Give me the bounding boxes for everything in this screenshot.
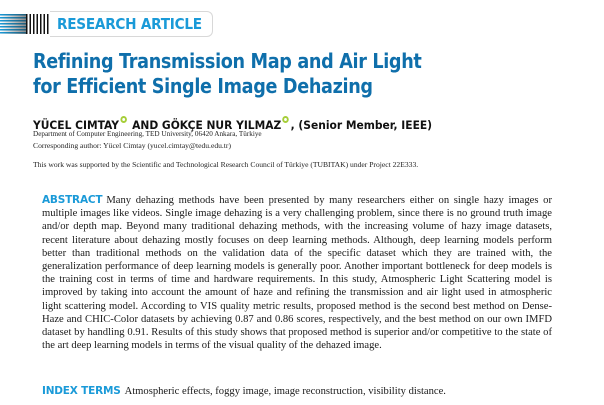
abstract (42, 194, 552, 352)
abstract-label: ABSTRACT (42, 194, 103, 206)
badge-label: RESEARCH ARTICLE (57, 15, 202, 33)
research-article-badge (0, 11, 213, 37)
author-2: GÖKÇE NUR YILMAZ (161, 118, 282, 132)
article-title (33, 49, 422, 99)
blue-stripes-icon (0, 14, 26, 34)
author-1: YÜCEL CIMTAY (33, 118, 120, 132)
orcid-icon[interactable] (282, 116, 289, 123)
corresponding-author: Corresponding author: Yücel Cimtay (yucel.cimtay@tedu.edu.tr) (33, 141, 231, 150)
index-terms (42, 385, 446, 398)
affiliation: Department of Computer Engineering, TED University, 06420 Ankara, Türkiye (33, 130, 262, 138)
author-suffix: , (Senior Member, IEEE) (290, 118, 433, 132)
title-line-1: Refining Transmission Map and Air Light (33, 49, 422, 73)
abstract-text: Many dehazing methods have been presented by many researchers either on single hazy images or multiple images like videos. Single image dehazing is a very challenging problem, since there is no ground truth image and/or depth map. Beyond many traditional dehazing methods, with the increasing volume of hazy image datasets, recent literature about dehazing mostly focuses on deep learning methods. Although, deep learning models perform better than traditional methods on the validation data of the specific dataset which they are trained with, the generalization performance of deep learning models is generally poor. Another important bottleneck for deep models is the training cost in terms of time and hardware requirements. In this study, Atmospheric Light Scattering model is improved by taking into account the amount of haze and refining the transmission and air light used in atmospheric light scattering model. According to VIS quality metric results, proposed method is the second best method on Dense-Haze and CHIC-Color datasets by achieving 0.87 and 0.86 scores, respectively, and the best method on our own IMFD dataset by handling 0.91. Results of this study shows that proposed method is superior and/or competitive to the state of the art deep learning models in terms of the visual quality of the dehazed image. (42, 195, 552, 352)
black-stripes-icon (26, 14, 49, 34)
funding-statement: This work was supported by the Scientific and Technological Research Council of Türkiye (TUBITAK) under Project 22E333. (33, 160, 419, 169)
author-connector: AND (128, 118, 162, 132)
index-terms-text: Atmospheric effects, foggy image, image reconstruction, visibility distance. (124, 386, 446, 397)
journal-stripes-logo-icon (0, 13, 50, 35)
index-terms-label: INDEX TERMS (42, 385, 121, 397)
orcid-icon[interactable] (120, 116, 127, 123)
title-line-2: for Efficient Single Image Dehazing (33, 74, 373, 98)
badge-box (50, 11, 213, 37)
